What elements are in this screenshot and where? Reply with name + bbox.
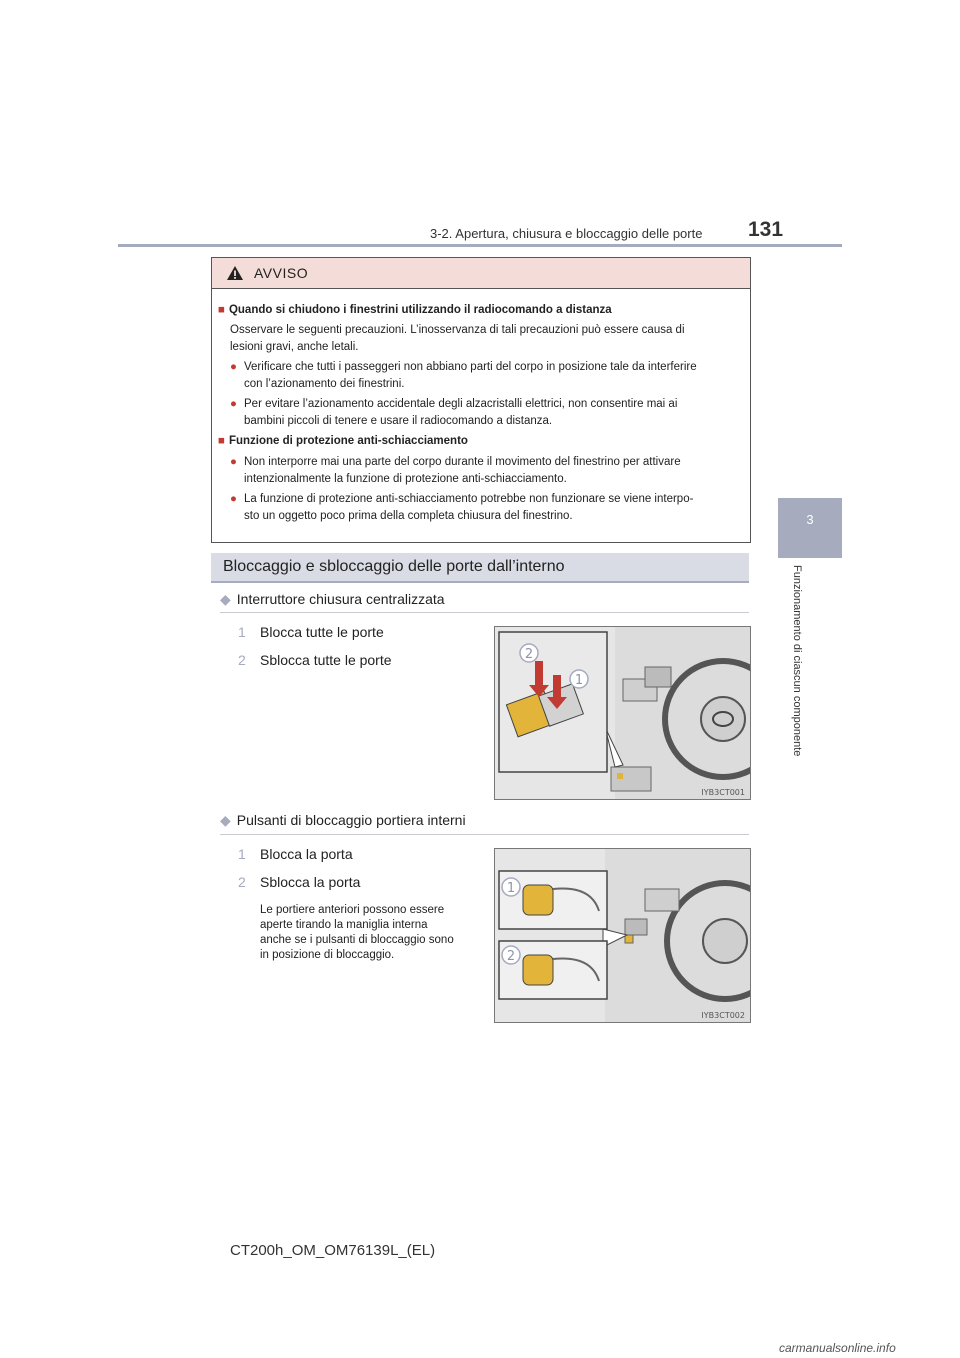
warning-box: [211, 257, 751, 543]
item-number: 1: [238, 846, 246, 862]
central-lock-switch-illustration: [494, 626, 751, 800]
round-bullet-icon: ●: [230, 456, 237, 468]
diamond-bullet-icon: ◆: [220, 812, 231, 828]
square-bullet-icon: ■: [218, 304, 225, 316]
chapter-tab: [778, 498, 842, 558]
subsection-1-rule: [220, 612, 749, 613]
section-heading: [211, 553, 749, 583]
warning-title: AVVISO: [254, 265, 309, 281]
image-callout-1: 1: [574, 673, 584, 688]
warning-header: [212, 258, 750, 289]
chapter-side-label: [789, 565, 803, 795]
car-interior-illustration: [495, 627, 750, 799]
watermark: carmanualsonline.info: [779, 1341, 896, 1355]
image-callout-2: 2: [506, 949, 516, 964]
round-bullet-icon: ●: [230, 398, 237, 410]
round-bullet-icon: ●: [230, 361, 237, 373]
item-number: 2: [238, 874, 246, 890]
image-code: IYB3CT002: [701, 1011, 745, 1020]
warning-block1-intro: Osservare le seguenti precauzioni. L’inosservanza di tali precauzioni può essere causa di lesioni gravi, anche letali.: [230, 324, 685, 353]
item-number: 2: [238, 652, 246, 668]
section-title: Bloccaggio e sbloccaggio delle porte dall’interno: [223, 558, 565, 575]
subsection-2-title: ◆ Pulsanti di bloccaggio portiera interni: [220, 812, 466, 828]
note-text: Le portiere anteriori possono essere aperte tirando la maniglia interna anche se i pulsanti di bloccaggio sono in posizione di bloccaggio.: [260, 904, 454, 961]
warning-bullet-2: ● Per evitare l’azionamento accidentale degli alzacristalli elettrici, non consentire mai ai bambini piccoli di tenere e usare il radiocomando a distanza.: [230, 398, 678, 427]
warning-block1-title: ■ Quando si chiudono i finestrini utilizzando il radiocomando a distanza: [218, 304, 612, 316]
image-callout-2: 2: [524, 647, 534, 662]
page-number: 131: [748, 218, 784, 241]
warning-bullet-4: ● La funzione di protezione anti-schiacciamento potrebbe non funzionare se viene interpo- sto un oggetto poco prima della completa chiusura del finestrino.: [230, 493, 694, 522]
chapter-number: 3: [806, 512, 814, 527]
item-unlock-door: Sblocca la porta: [260, 874, 361, 890]
item-number: 1: [238, 624, 246, 640]
subsection-2-rule: [220, 834, 749, 835]
diamond-bullet-icon: ◆: [220, 591, 231, 607]
door-interior-illustration: [495, 849, 750, 1022]
round-bullet-icon: ●: [230, 493, 237, 505]
header-rule: [118, 244, 842, 247]
image-code: IYB3CT001: [701, 788, 745, 797]
document-code: CT200h_OM_OM76139L_(EL): [230, 1242, 436, 1259]
subsection-1-title: ◆ Interruttore chiusura centralizzata: [220, 591, 445, 607]
running-header: 3-2. Apertura, chiusura e bloccaggio delle porte: [430, 226, 703, 241]
item-lock-all: Blocca tutte le porte: [260, 624, 384, 640]
item-lock-door: Blocca la porta: [260, 846, 353, 862]
warning-block2-title: ■ Funzione di protezione anti-schiacciamento: [218, 435, 468, 447]
interior-lock-button-illustration: [494, 848, 751, 1023]
image-callout-1: 1: [506, 881, 516, 896]
chapter-title: Funzionamento di ciascun componente: [791, 565, 803, 757]
warning-bullet-1: ● Verificare che tutti i passeggeri non abbiano parti del corpo in posizione tale da interferire con l’azionamento dei finestrini.: [230, 361, 697, 390]
warning-triangle-icon: [226, 265, 244, 281]
item-unlock-all: Sblocca tutte le porte: [260, 652, 392, 668]
warning-bullet-3: ● Non interporre mai una parte del corpo durante il movimento del finestrino per attivare intenzionalmente la funzione di protezione anti-schiacciamento.: [230, 456, 681, 485]
square-bullet-icon: ■: [218, 435, 225, 447]
